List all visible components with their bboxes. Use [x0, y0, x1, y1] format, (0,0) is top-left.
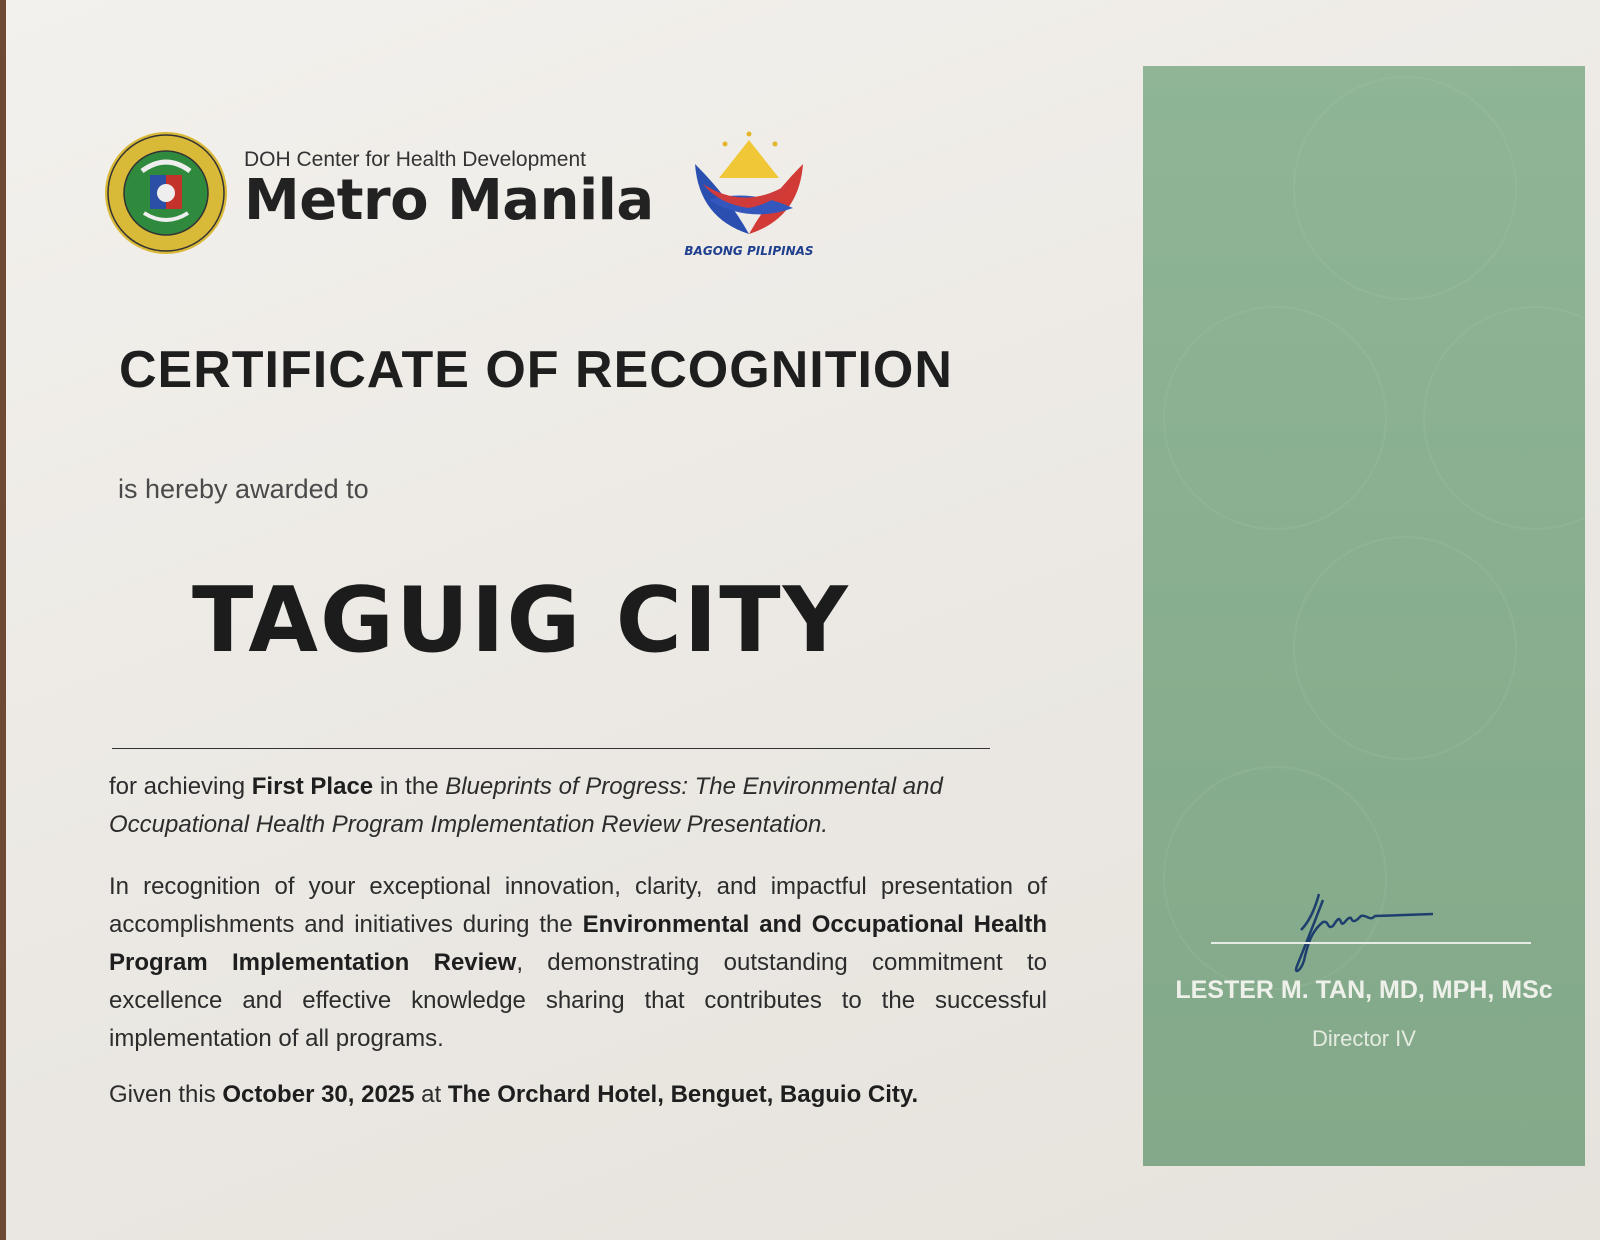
p1-text: for achieving [109, 773, 252, 800]
signature [1283, 886, 1463, 976]
bagong-pilipinas-logo [674, 128, 824, 258]
divider-line [112, 748, 990, 749]
recipient-name: TAGUIG CITY [192, 568, 850, 673]
bagong-pilipinas-label: BAGONG PILIPINAS [684, 244, 814, 258]
signatory-title: Director IV [1312, 1026, 1416, 1051]
org-name: Metro Manila [244, 168, 654, 233]
achievement-paragraph [109, 768, 1047, 844]
signatory-name: LESTER M. TAN, MD, MPH, MSc [1175, 976, 1553, 1004]
p3-text: Given this [109, 1081, 223, 1108]
certificate-title: CERTIFICATE OF RECOGNITION [119, 341, 953, 399]
award-venue: The Orchard Hotel, Benguet, Baguio City. [447, 1081, 919, 1108]
doh-seal-logo [104, 131, 228, 255]
achievement-place: First Place [251, 773, 374, 800]
certificate-paper [6, 0, 1600, 1240]
bagong-pilipinas-emblem-icon [689, 128, 809, 238]
p2-text-2: , demonstrating outstanding commitment to excellence and effective knowledge sharing that contributes to the successful implementation of all programs. [109, 949, 1048, 1052]
recognition-paragraph [109, 868, 1047, 1058]
program-name: Environmental and Occupational Health Program Implementation Review [109, 911, 1047, 976]
award-date: October 30, 2025 [222, 1081, 415, 1108]
given-line [109, 1076, 1047, 1114]
org-subtitle: DOH Center for Health Development [244, 148, 586, 171]
signatory-panel [1143, 66, 1585, 1166]
signature-line [1211, 942, 1531, 944]
event-title: Blueprints of Progress: The Environmental and Occupational Health Program Implementation Review Presentation. [109, 773, 943, 838]
p2-text: In recognition of your exceptional innovation, clarity, and impactful presentation of accomplishments and initiatives during the [109, 873, 1047, 938]
awarded-line: is hereby awarded to [118, 474, 369, 504]
p3-text-2: at [414, 1081, 448, 1108]
p1-text-2: in the [373, 773, 446, 800]
